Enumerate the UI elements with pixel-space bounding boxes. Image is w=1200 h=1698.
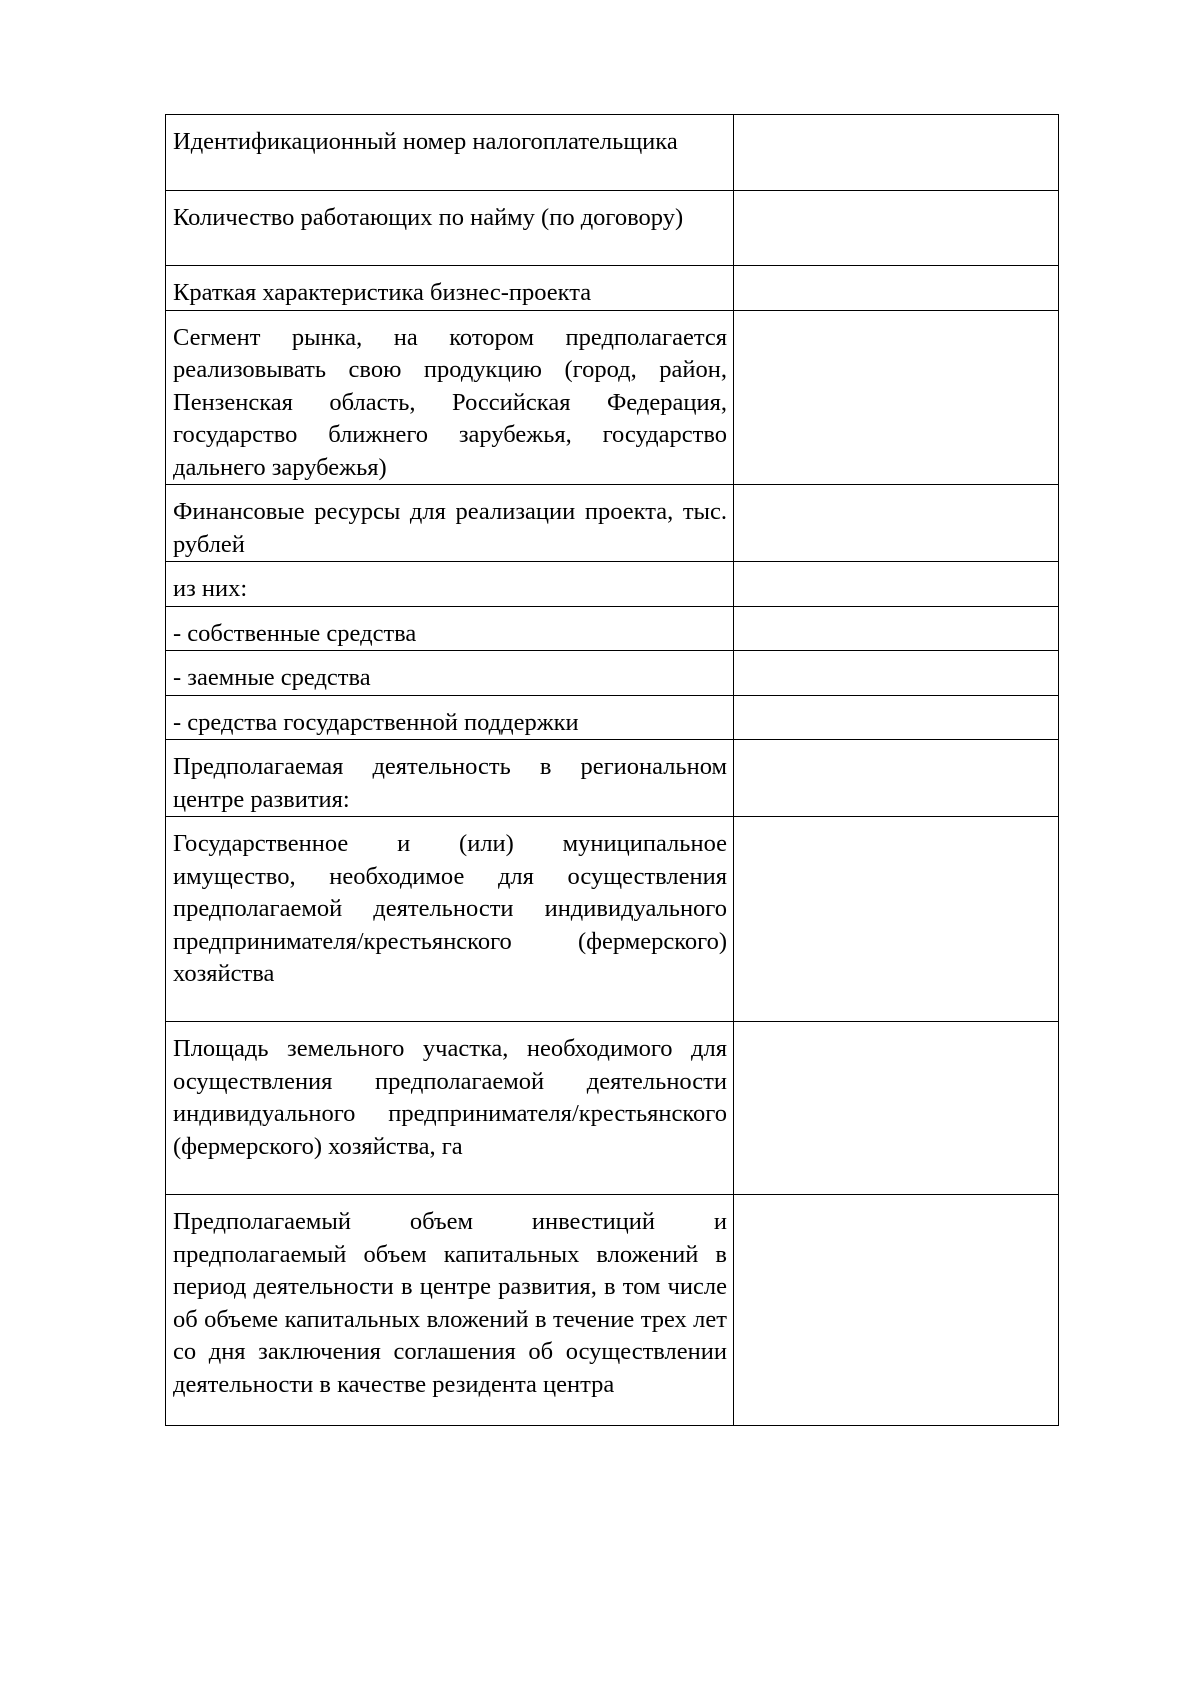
row-label-planned-activity: Предполагаемая деятельность в региональном центре развития: <box>166 740 734 817</box>
table-row <box>166 1022 1059 1195</box>
row-label-own-funds: - собственные средства <box>166 606 734 651</box>
row-value-land-area[interactable] <box>734 1022 1059 1195</box>
table-row <box>166 817 1059 1022</box>
row-value-property[interactable] <box>734 817 1059 1022</box>
row-label-inn: Идентификационный номер налогоплательщика <box>166 115 734 191</box>
table-row <box>166 266 1059 311</box>
row-label-of-which: из них: <box>166 562 734 607</box>
table-row <box>166 1195 1059 1426</box>
table-row <box>166 115 1059 191</box>
row-value-of-which[interactable] <box>734 562 1059 607</box>
row-value-state-support[interactable] <box>734 695 1059 740</box>
table-row <box>166 485 1059 562</box>
row-label-employees: Количество работающих по найму (по договору) <box>166 191 734 266</box>
table-row <box>166 310 1059 485</box>
row-label-state-support: - средства государственной поддержки <box>166 695 734 740</box>
table-row <box>166 562 1059 607</box>
application-form-table <box>165 114 1059 1426</box>
table-row <box>166 695 1059 740</box>
row-value-investment-volume[interactable] <box>734 1195 1059 1426</box>
table-row <box>166 191 1059 266</box>
row-value-inn[interactable] <box>734 115 1059 191</box>
row-label-investment-volume: Предполагаемый объем инвестиций и предполагаемый объем капитальных вложений в период деятельности в центре развития, в том числе об объеме капитальных вложений в течение трех лет со дня заключения соглашения об осуществлении деятельности в качестве резидента центра <box>166 1195 734 1426</box>
row-label-land-area: Площадь земельного участка, необходимого для осуществления предполагаемой деятельности индивидуального предпринимателя/крестьянского (фермерского) хозяйства, га <box>166 1022 734 1195</box>
row-label-property: Государственное и (или) муниципальное имущество, необходимое для осуществления предполагаемой деятельности индивидуального предпринимателя/крестьянского (фермерского) хозяйства <box>166 817 734 1022</box>
row-label-market-segment: Сегмент рынка, на котором предполагается реализовывать свою продукцию (город, район, Пензенская область, Российская Федерация, государство ближнего зарубежья, государство дальнего зарубежья) <box>166 310 734 485</box>
row-value-borrowed-funds[interactable] <box>734 651 1059 696</box>
row-label-project-summary: Краткая характеристика бизнес-проекта <box>166 266 734 311</box>
row-label-financial-resources: Финансовые ресурсы для реализации проекта, тыс. рублей <box>166 485 734 562</box>
row-value-financial-resources[interactable] <box>734 485 1059 562</box>
row-value-planned-activity[interactable] <box>734 740 1059 817</box>
row-value-market-segment[interactable] <box>734 310 1059 485</box>
row-value-project-summary[interactable] <box>734 266 1059 311</box>
row-value-own-funds[interactable] <box>734 606 1059 651</box>
row-value-employees[interactable] <box>734 191 1059 266</box>
row-label-borrowed-funds: - заемные средства <box>166 651 734 696</box>
table-row <box>166 651 1059 696</box>
table-row <box>166 740 1059 817</box>
table-row <box>166 606 1059 651</box>
